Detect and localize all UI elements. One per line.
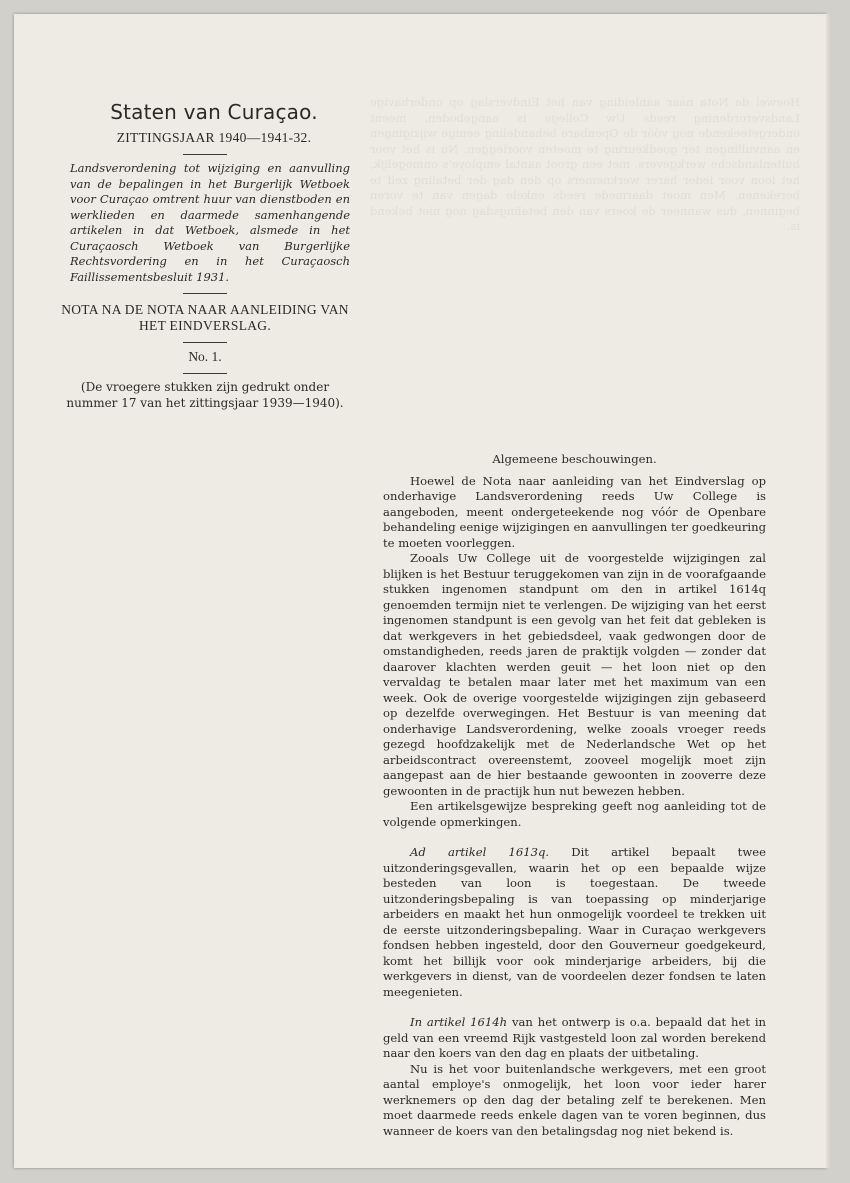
section-heading: Algemeene beschouwingen. bbox=[492, 452, 657, 466]
paragraph-article-1613q bbox=[383, 845, 766, 1000]
bleed-through-content: Hoewel de Nota naar aanleiding van het Eindverslag op onderhavige Landsverordening reeds Uw College is aangeboden, meent ondergeteekende nog vóór de Openbare behandeling eenige wijzigingen en aanvullingen ter goedkeuring te moeten voorleggen. bbox=[370, 95, 800, 156]
bleed-through-content-2: Nu is het voor buitenlandsche werkgevers, met een groot aantal employe's onmogelijk, het loon voor ieder harer werknemers op den dag der betaling zelf te berekenen. Men moet daarmede reeds enkele dagen van te voren beginnen, dus wanneer de koers van den betalingsdag nog niet bekend is. bbox=[370, 141, 800, 233]
paragraph-text: Dit artikel bepaalt twee uitzonderingsgevallen, waarin het op een bepaalde wijze besteden van loon is toegestaan. De tweede uitzonderingsbepaling is van toepassing op minderjarige arbeiders en maakt het hun onmogelijk voordeel te trekken uit de eerste uitzonderingsbepaling. Waar in Curaçao werkgevers fondsen hebben ingesteld, door den Gouverneur goedgekeurd, komt het billijk voor ook minderjarige arbeiders, bij die werkgevers in dienst, van de voordeelen dezer fondsen te laten meegenieten. bbox=[383, 845, 766, 999]
divider bbox=[183, 342, 227, 343]
paragraph-article-1614h bbox=[383, 1015, 766, 1062]
ordinance-title: Landsverordening tot wijziging en aanvulling van de bepalingen in het Burgerlijk Wetboek voor Curaçao omtrent huur van dienstboden en werklieden en daarmede samenhangende artikelen in dat Wetboek, alsmede in het Curaçaosch Wetboek van Burgerlijke Rechtsvordering en in het Curaçaosch Faillissementsbesluit 1931. bbox=[70, 161, 350, 284]
article-reference: In artikel 1614h bbox=[410, 1015, 508, 1029]
divider bbox=[183, 154, 227, 155]
paragraph-articles-intro: Een artikelsgewijze bespreking geeft nog aanleiding tot de volgende opmerkingen. bbox=[383, 799, 766, 829]
document-title: Staten van Curaçao. bbox=[110, 100, 318, 124]
paragraph-changes: Zooals Uw College uit de voorgestelde wijzigingen zal blijken is het Bestuur teruggekomen van zijn in de voorafgaande stukken ingenomen standpunt om den in artikel 1614q genoemden termijn niet te verlengen. De wijziging van het eerst ingenomen standpunt is een gevolg van het feit dat gebleken is dat werkgevers in het gebiedsdeel, vaak gedwongen door de omstandigheden, reeds jaren de praktijk volgden — zonder dat daarover klachten werden geuit — het loon niet op den vervaldag te betalen maar later met het maximum van een week. Ook de overige voorgestelde wijzigingen zijn gebaseerd op dezelfde overwegingen. Het Bestuur is van meening dat onderhavige Landsverordening, welke zooals vroeger reeds gezegd hoofdzakelijk met de Nederlandsche Wet op het arbeidscontract overeenstemt, zooveel mogelijk moet zijn aangepast aan de hier bestaande gewoonten in zooverre deze gewoonten in de practijk hun nut bewezen hebben. bbox=[383, 551, 766, 798]
reference-note: (De vroegere stukken zijn gedrukt onder nummer 17 van het zittingsjaar 1939—1940). bbox=[66, 380, 344, 410]
page-edge bbox=[826, 14, 832, 1168]
document-number: No. 1. bbox=[188, 349, 222, 364]
paragraph-intro: Hoewel de Nota naar aanleiding van het Eindverslag op onderhavige Landsverordening reeds Uw College is aangeboden, meent ondergeteekende nog vóór de Openbare behandeling eenige wijzigingen en aanvullingen ter goedkeuring te moeten voorleggen. bbox=[383, 473, 766, 550]
paragraph-text: van het ontwerp is o.a. bepaald dat het in geld van een vreemd Rijk vastgesteld loon zal worden berekend naar den koers van den dag en plaats der uitbetaling. bbox=[383, 1015, 766, 1060]
bleed-through-text bbox=[370, 95, 800, 445]
session-year: ZITTINGSJAAR 1940—1941-32. bbox=[116, 130, 312, 145]
nota-title: NOTA NA DE NOTA NAAR AANLEIDING VAN HET EINDVERSLAG. bbox=[61, 302, 349, 333]
article-reference: Ad artikel 1613q. bbox=[410, 845, 550, 859]
body-column bbox=[383, 452, 766, 1139]
header-column bbox=[60, 100, 350, 411]
divider bbox=[183, 373, 227, 374]
divider bbox=[183, 293, 227, 294]
paragraph-foreign-employers: Nu is het voor buitenlandsche werkgevers, met een groot aantal employe's onmogelijk, het loon voor ieder harer werknemers op den dag der betaling zelf te berekenen. Men moet daarmede reeds enkele dagen van te voren beginnen, dus wanneer de koers van den betalingsdag nog niet bekend is. bbox=[383, 1061, 766, 1138]
